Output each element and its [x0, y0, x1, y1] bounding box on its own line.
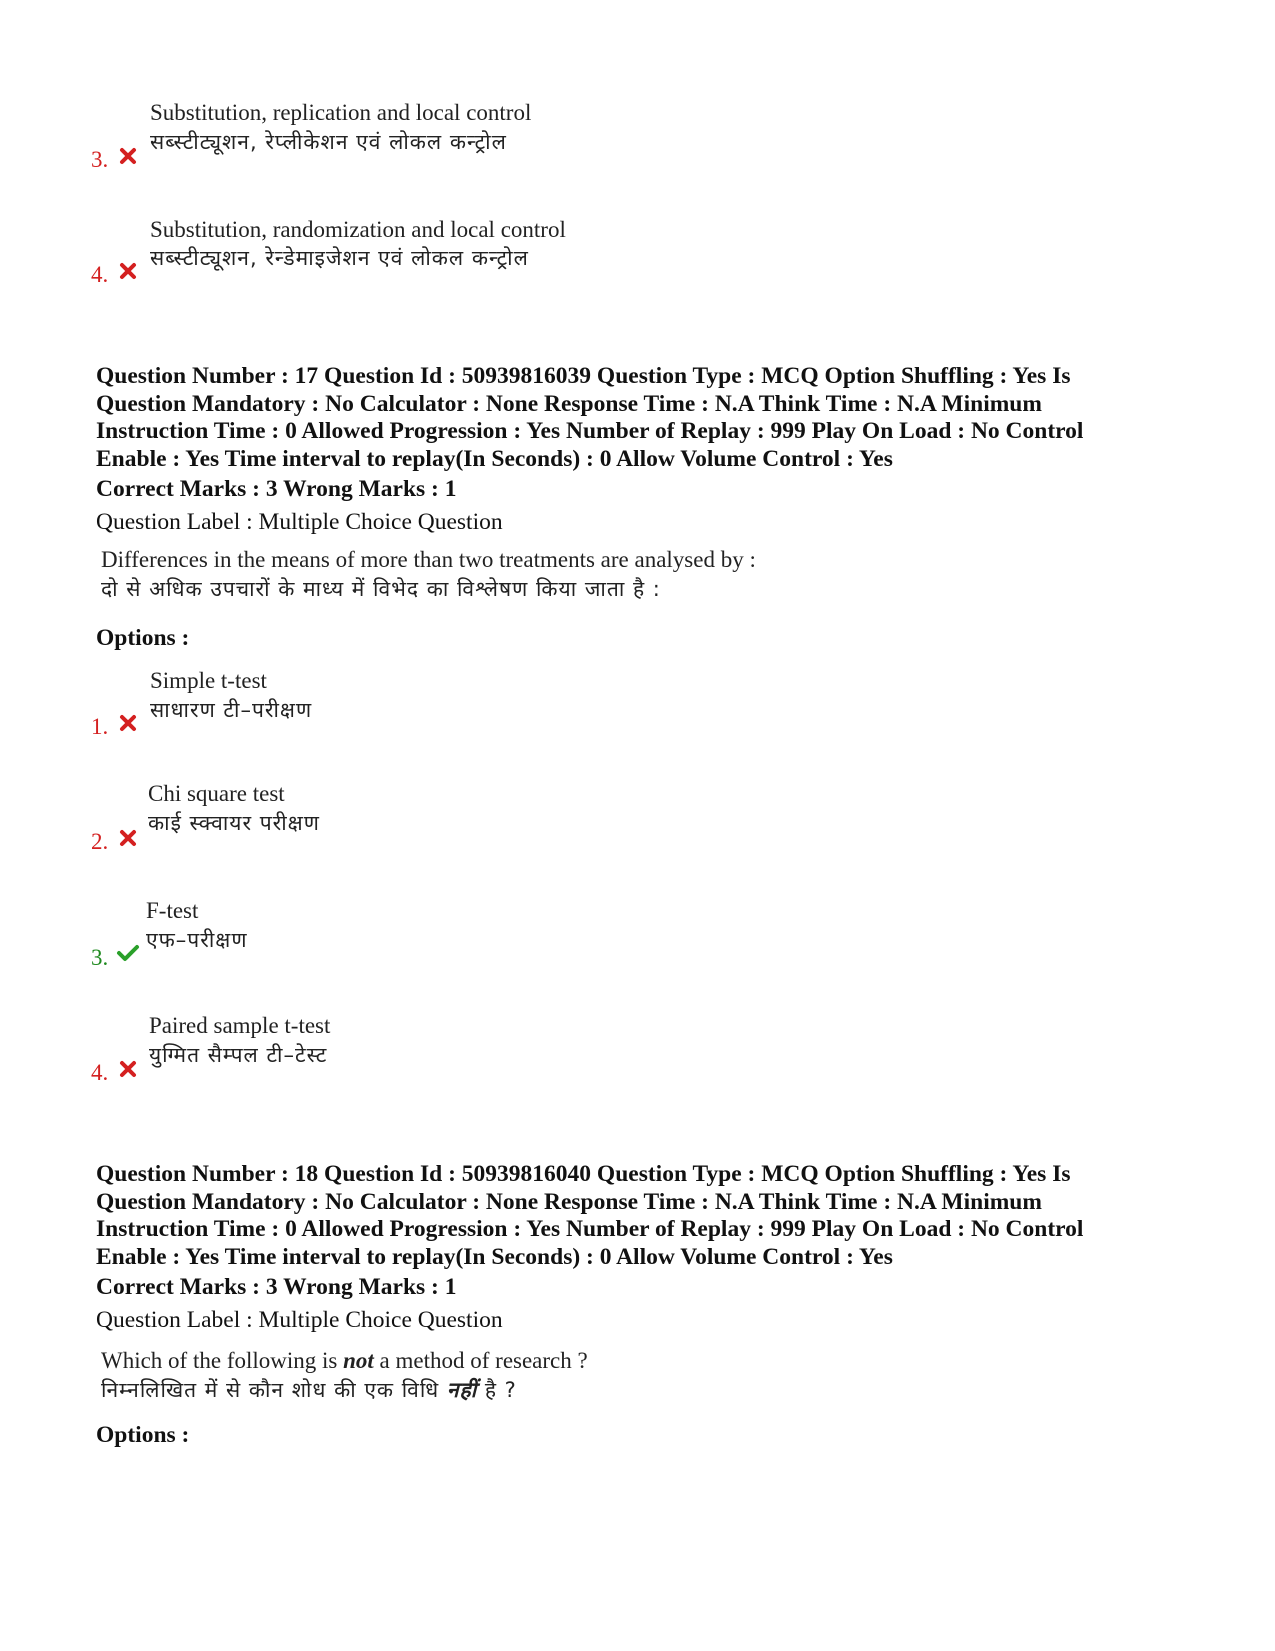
meta-line: Enable : Yes Time interval to replay(In Seconds) : 0 Allow Volume Control : Yes	[96, 445, 893, 472]
option-text-en: Chi square test	[148, 781, 285, 806]
question-17-marks: Correct Marks : 3 Wrong Marks : 1	[96, 476, 457, 502]
option-text-hi: सब्स्टीट्यूशन, रेप्लीकेशन एवं लोकल कन्ट्रोल	[150, 130, 507, 154]
meta-line: Instruction Time : 0 Allowed Progression : Yes Number of Replay : 999 Play On Load : No Control	[96, 1216, 1084, 1242]
option-number: 4.	[91, 1060, 109, 1085]
option-text-en: Simple t-test	[150, 668, 267, 693]
question-17-text-hi: दो से अधिक उपचारों के माध्य में विभेद का विश्लेषण किया जाता है :	[101, 577, 661, 601]
meta-line: Question Mandatory : No Calculator : None Response Time : N.A Think Time : N.A Minimum	[96, 390, 1042, 417]
question-18-text-hi	[101, 1376, 517, 1404]
question-text-emphasis: not	[343, 1348, 374, 1373]
option-text-hi: एफ–परीक्षण	[146, 928, 248, 952]
option-text-hi: सब्स्टीट्यूशन, रेन्डेमाइजेशन एवं लोकल कन्ट्रोल	[150, 246, 529, 270]
meta-line: Instruction Time : 0 Allowed Progression : Yes Number of Replay : 999 Play On Load : No Control	[96, 418, 1084, 444]
question-17-meta	[96, 363, 1206, 473]
meta-line: Question Mandatory : No Calculator : None Response Time : N.A Think Time : N.A Minimum	[96, 1188, 1042, 1215]
question-text-part: a method of research ?	[373, 1348, 588, 1373]
meta-line: Question Number : 17 Question Id : 50939816039 Question Type : MCQ Option Shuffling : Yes Is	[96, 363, 1071, 389]
question-text-part: निम्नलिखित में से कौन शोध की एक विधि	[101, 1378, 447, 1402]
option-text-hi: साधारण टी–परीक्षण	[150, 698, 313, 722]
check-icon	[116, 943, 140, 963]
option-number: 2.	[91, 829, 109, 854]
cross-icon	[118, 828, 138, 848]
cross-icon	[118, 713, 138, 733]
question-18-meta	[96, 1161, 1206, 1271]
question-18-text-en	[101, 1348, 588, 1374]
question-18-options-heading: Options :	[96, 1422, 190, 1448]
cross-icon	[118, 1059, 138, 1079]
option-text-hi: युग्मित सैम्पल टी–टेस्ट	[149, 1043, 328, 1067]
option-text-en: Paired sample t-test	[149, 1013, 331, 1038]
option-text-hi: काई स्क्वायर परीक्षण	[148, 811, 320, 835]
option-number: 3.	[91, 147, 109, 172]
option-number: 4.	[91, 262, 109, 287]
meta-line: Question Number : 18 Question Id : 50939816040 Question Type : MCQ Option Shuffling : Yes Is	[96, 1161, 1071, 1187]
question-17-options-heading: Options :	[96, 625, 190, 651]
question-17-label: Question Label : Multiple Choice Question	[96, 509, 503, 535]
cross-icon	[118, 146, 138, 166]
question-text-part: है ?	[477, 1378, 517, 1402]
cross-icon	[118, 261, 138, 281]
option-number: 3.	[91, 945, 109, 970]
option-number: 1.	[91, 714, 109, 739]
option-text-en: Substitution, replication and local control	[150, 100, 532, 125]
question-text-part: Which of the following is	[101, 1348, 344, 1373]
meta-line: Enable : Yes Time interval to replay(In Seconds) : 0 Allow Volume Control : Yes	[96, 1243, 893, 1270]
question-18-label: Question Label : Multiple Choice Question	[96, 1307, 503, 1333]
option-text-en: Substitution, randomization and local control	[150, 217, 566, 242]
question-17-text-en: Differences in the means of more than two treatments are analysed by :	[101, 547, 756, 572]
question-text-emphasis: नहीं	[446, 1378, 478, 1402]
question-18-marks: Correct Marks : 3 Wrong Marks : 1	[96, 1274, 457, 1300]
option-text-en: F-test	[146, 898, 199, 923]
